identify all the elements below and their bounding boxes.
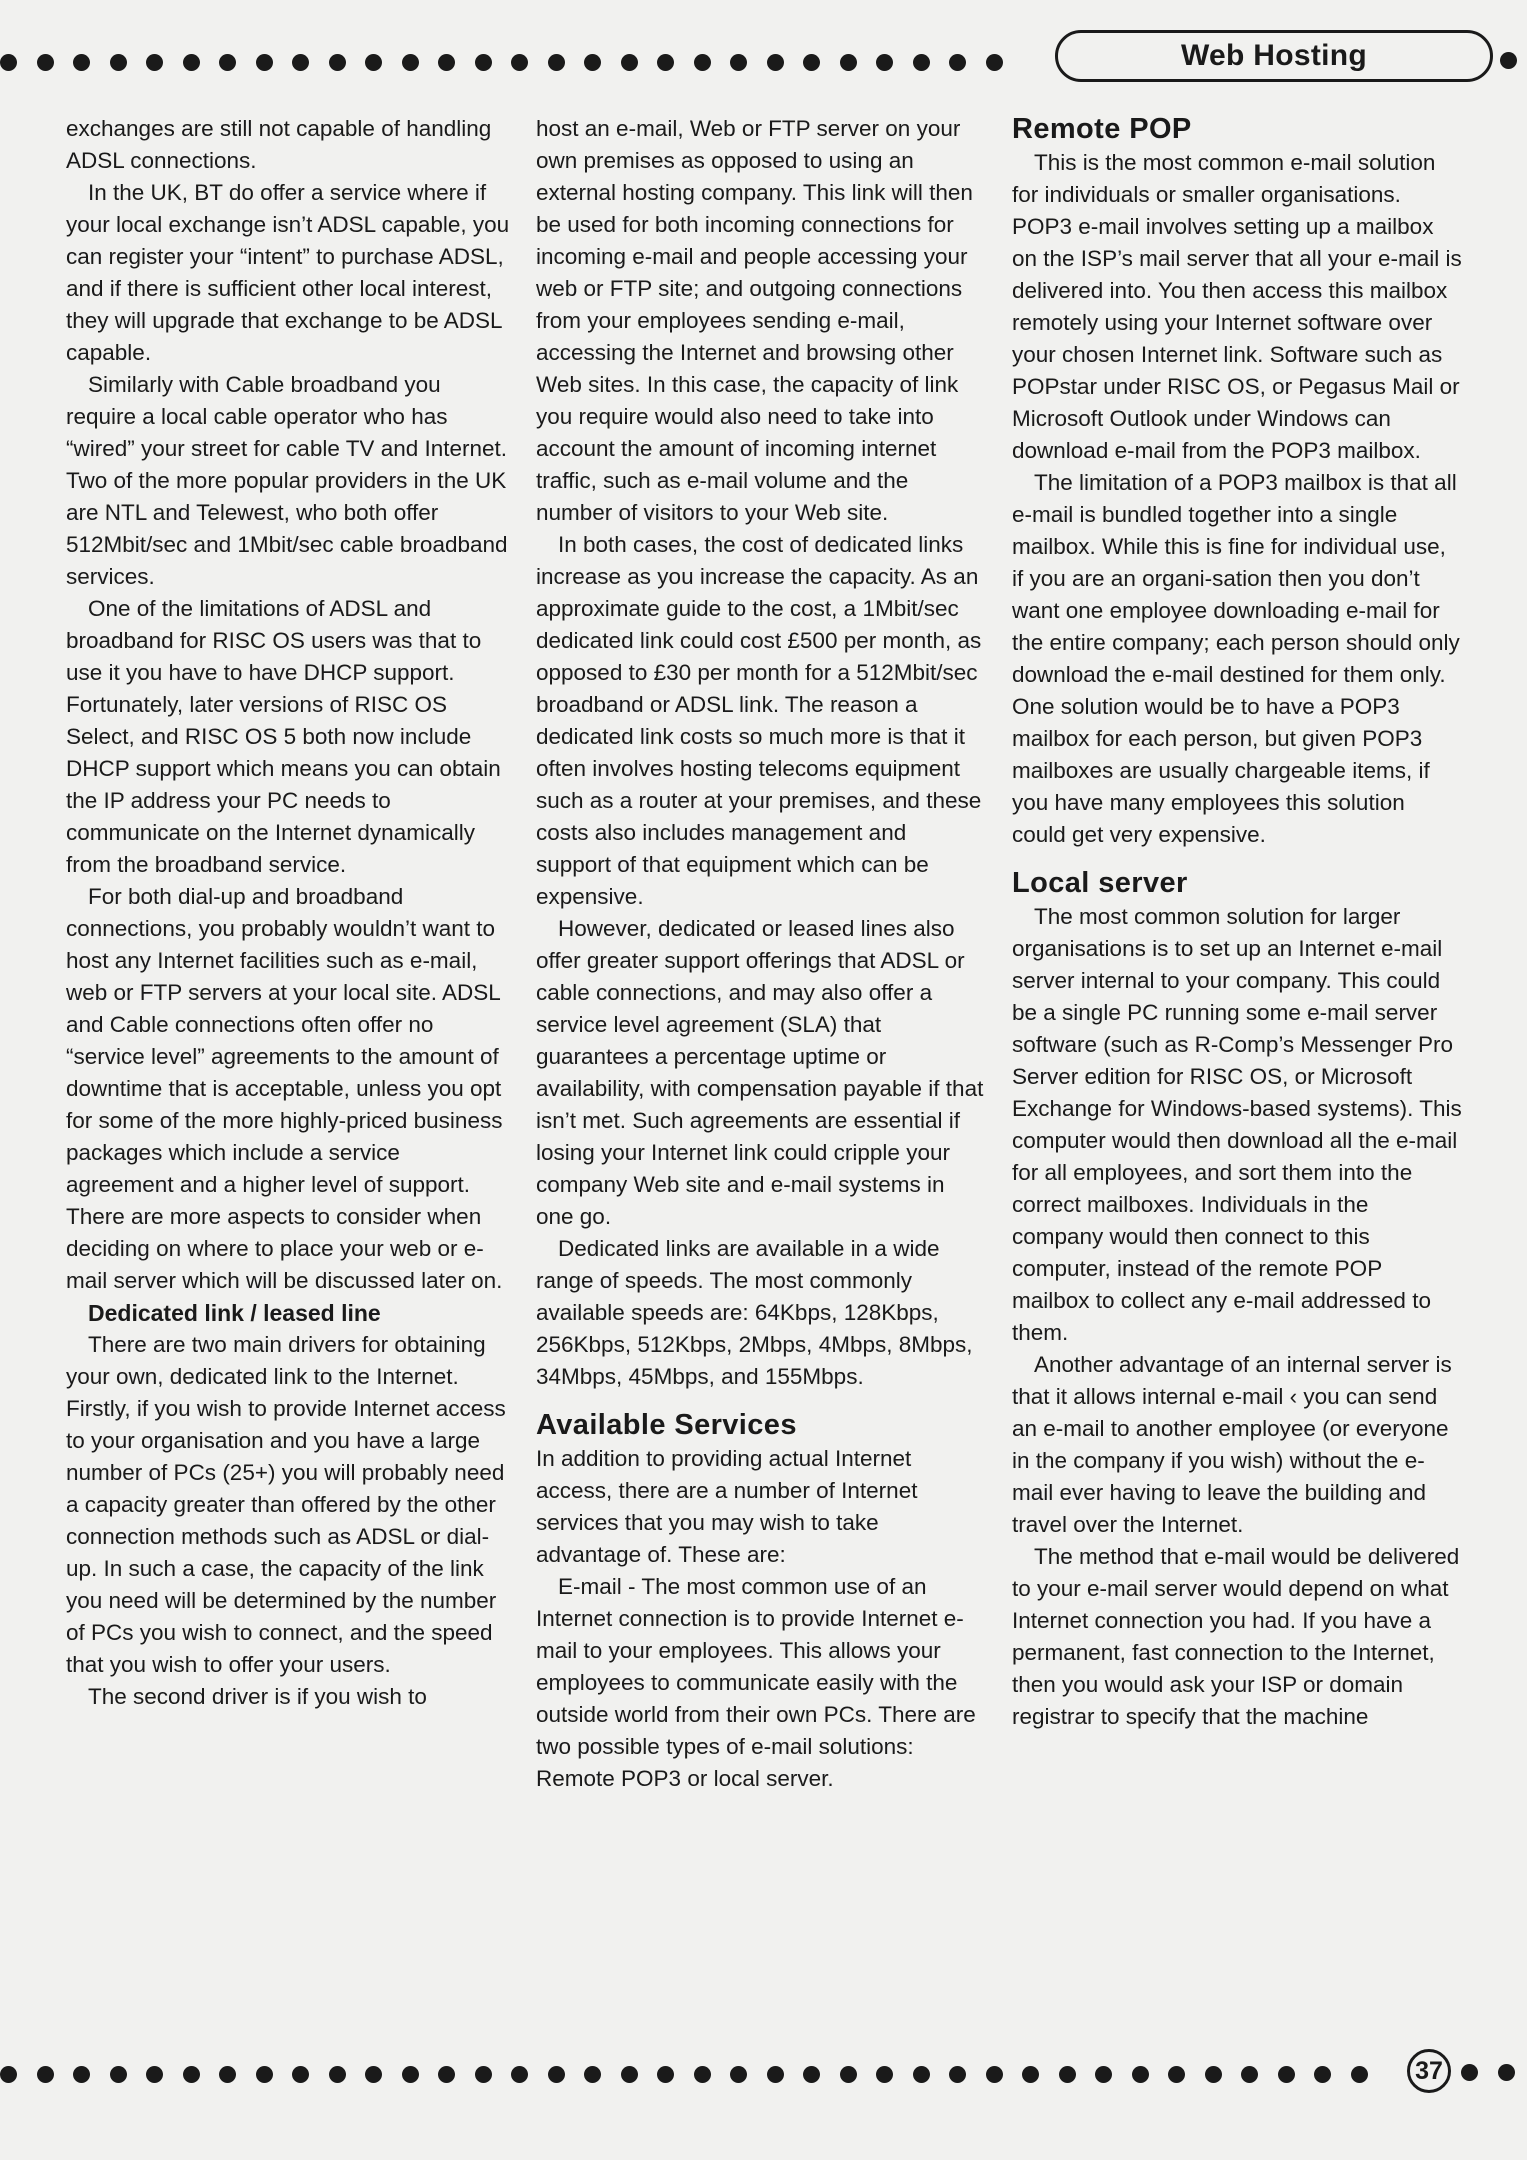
rule-dot	[730, 54, 747, 71]
section-title: Web Hosting	[1180, 39, 1368, 72]
footer-end-dot	[1498, 2064, 1515, 2081]
rule-dot	[256, 54, 273, 71]
rule-dot	[37, 2066, 54, 2083]
rule-dot	[146, 54, 163, 71]
rule-dot	[183, 2066, 200, 2083]
rule-dot	[584, 54, 601, 71]
rule-dot	[1132, 2066, 1149, 2083]
rule-dot	[256, 2066, 273, 2083]
rule-dot	[511, 2066, 528, 2083]
paragraph: The method that e-mail would be delivered to your e-mail server would depend on what Internet connection you had. If you have a permanent, fast connection to the Internet, then you would ask your ISP or domain registrar to specify that the machine	[1012, 1544, 1460, 1729]
paragraph: The limitation of a POP3 mailbox is that all e-mail is bundled together into a single mailbox. While this is fine for individual use, if you are an organi-sation then you don’t want one employee downloading e-mail for the entire company; each person should only download the e-mail destined for them only. One solution would be to have a POP3 mailbox for each person, but given POP3 mailboxes are usually chargeable items, if you have many employees this solution could get very expensive.	[1012, 470, 1460, 847]
rule-dot	[913, 2066, 930, 2083]
column-1	[66, 113, 512, 1713]
paragraph: Similarly with Cable broadband you require a local cable operator who has “wired” your street for cable TV and Internet. Two of the more popular providers in the UK are NTL and Telewest, who both offer 512Mbit/sec and 1Mbit/sec cable broadband services.	[66, 372, 508, 589]
rule-dot	[840, 2066, 857, 2083]
paragraph: In the UK, BT do offer a service where if your local exchange isn’t ADSL capable, you can register your “intent” to purchase ADSL, and if there is sufficient other local interest, they will upgrade that exchange to be ADSL capable.	[66, 180, 510, 365]
rule-dot	[1168, 2066, 1185, 2083]
rule-dot	[621, 2066, 638, 2083]
rule-dot	[402, 2066, 419, 2083]
rule-dot	[986, 2066, 1003, 2083]
rule-dot	[438, 2066, 455, 2083]
rule-dot	[876, 2066, 893, 2083]
rule-dot	[329, 2066, 346, 2083]
section-heading: Local server	[1012, 867, 1188, 899]
paragraph: However, dedicated or leased lines also offer greater support offerings that ADSL or cable connections, and may also offer a service level agreement (SLA) that guarantees a percentage uptime or availability, with compensation payable if that isn’t met. Such agreements are essential if losing your Internet link could cripple your company Web site and e-mail systems in one go.	[536, 916, 984, 1229]
rule-dot	[438, 54, 455, 71]
rule-dot	[548, 2066, 565, 2083]
rule-dot	[584, 2066, 601, 2083]
rule-dot	[1205, 2066, 1222, 2083]
paragraph: There are two main drivers for obtaining your own, dedicated link to the Internet. Firstly, if you wish to provide Internet access to your organisation and you have a large number of PCs (25+) you will probably need a capacity greater than offered by the other connection methods such as ADSL or dial-up. In such a case, the capacity of the link you need will be determined by the number of PCs you wish to connect, and the speed that you wish to offer your users.	[66, 1332, 506, 1677]
rule-dot	[110, 2066, 127, 2083]
section-header-tab	[1055, 30, 1493, 82]
header-end-dot	[1500, 52, 1517, 69]
rule-dot	[110, 54, 127, 71]
rule-dot	[767, 54, 784, 71]
paragraph: Another advantage of an internal server is that it allows internal e-mail ‹ you can send an e-mail to another employee (or everyone in the company if you wish) without the e-mail ever having to leave the building and travel over the Internet.	[1012, 1352, 1452, 1537]
top-dot-rule	[0, 52, 1022, 72]
rule-dot	[1241, 2066, 1258, 2083]
footer-end-dot	[1461, 2064, 1478, 2081]
rule-dot	[876, 54, 893, 71]
rule-dot	[292, 54, 309, 71]
rule-dot	[219, 2066, 236, 2083]
rule-dot	[1351, 2066, 1368, 2083]
rule-dot	[365, 54, 382, 71]
paragraph: In addition to providing actual Internet access, there are a number of Internet services that you may wish to take advantage of. These are:	[536, 1446, 918, 1567]
paragraph: exchanges are still not capable of handling ADSL connections.	[66, 116, 492, 173]
rule-dot	[146, 2066, 163, 2083]
rule-dot	[1059, 2066, 1076, 2083]
rule-dot	[402, 54, 419, 71]
section-heading: Available Services	[536, 1409, 797, 1441]
paragraph: One of the limitations of ADSL and broadband for RISC OS users was that to use it you have to have DHCP support. Fortunately, later versions of RISC OS Select, and RISC OS 5 both now include DHCP support which means you can obtain the IP address your PC needs to communicate on the Internet dynamically from the broadband service.	[66, 596, 501, 877]
rule-dot	[1314, 2066, 1331, 2083]
paragraph: The second driver is if you wish to	[88, 1684, 427, 1709]
paragraph: This is the most common e-mail solution for individuals or smaller organisations. POP3 e-mail involves setting up a mailbox on the ISP’s mail server that all your e-mail is delivered into. You then access this mailbox remotely using your Internet software over your chosen Internet link. Software such as POPstar under RISC OS, or Pegasus Mail or Microsoft Outlook under Windows can download e-mail from the POP3 mailbox.	[1012, 150, 1462, 463]
rule-dot	[767, 2066, 784, 2083]
rule-dot	[475, 54, 492, 71]
rule-dot	[803, 2066, 820, 2083]
rule-dot	[694, 54, 711, 71]
rule-dot	[657, 2066, 674, 2083]
column-3	[1012, 113, 1462, 1733]
rule-dot	[1278, 2066, 1295, 2083]
rule-dot	[657, 54, 674, 71]
paragraph: E-mail - The most common use of an Internet connection is to provide Internet e-mail to your employees. This allows your employees to communicate easily with the outside world from their own PCs. There are two possible types of e-mail solutions: Remote POP3 or local server.	[536, 1574, 976, 1791]
rule-dot	[949, 2066, 966, 2083]
rule-dot	[475, 2066, 492, 2083]
rule-dot	[511, 54, 528, 71]
paragraph: The most common solution for larger organisations is to set up an Internet e-mail server internal to your company. This could be a single PC running some e-mail server software (such as R-Comp’s Messenger Pro Server edition for RISC OS, or Microsoft Exchange for Windows-based systems). This computer would then download all the e-mail for all employees, and sort them into the correct mailboxes. Individuals in the company would then connect to this computer, instead of the remote POP mailbox to collect any e-mail addressed to them.	[1012, 904, 1462, 1345]
rule-dot	[365, 2066, 382, 2083]
rule-dot	[986, 54, 1003, 71]
rule-dot	[1095, 2066, 1112, 2083]
paragraph: Dedicated links are available in a wide range of speeds. The most commonly available speeds are: 64Kbps, 128Kbps, 256Kbps, 512Kbps, 2Mbps, 4Mbps, 8Mbps, 34Mbps, 45Mbps, and 155Mbps.	[536, 1236, 973, 1389]
section-heading: Remote POP	[1012, 113, 1192, 145]
page-number	[1407, 2049, 1451, 2093]
rule-dot	[0, 2066, 17, 2083]
rule-dot	[730, 2066, 747, 2083]
rule-dot	[803, 54, 820, 71]
subsection-heading: Dedicated link / leased line	[88, 1300, 381, 1326]
rule-dot	[840, 54, 857, 71]
rule-dot	[329, 54, 346, 71]
rule-dot	[949, 54, 966, 71]
rule-dot	[292, 2066, 309, 2083]
rule-dot	[183, 54, 200, 71]
rule-dot	[73, 2066, 90, 2083]
page-number-label: 37	[1415, 2056, 1443, 2085]
rule-dot	[0, 54, 17, 71]
paragraph: For both dial-up and broadband connections, you probably wouldn’t want to host any Internet facilities such as e-mail, web or FTP servers at your local site. ADSL and Cable connections often offer no “service level” agreements to the amount of downtime that is acceptable, unless you opt for some of the more highly-priced business packages which include a service agreement and a higher level of support. There are more aspects to consider when deciding on where to place your web or e-mail server which will be discussed later on.	[66, 884, 503, 1293]
rule-dot	[548, 54, 565, 71]
paragraph: host an e-mail, Web or FTP server on your own premises as opposed to using an external hosting company. This link will then be used for both incoming connections for incoming e-mail and people accessing your web or FTP site; and outgoing connections from your employees sending e-mail, accessing the Internet and browsing other Web sites. In this case, the capacity of link you require would also need to take into account the amount of incoming internet traffic, such as e-mail volume and the number of visitors to your Web site.	[536, 116, 973, 525]
rule-dot	[694, 2066, 711, 2083]
rule-dot	[913, 54, 930, 71]
rule-dot	[37, 54, 54, 71]
bottom-dot-rule	[0, 2064, 1387, 2084]
rule-dot	[1022, 2066, 1039, 2083]
paragraph: In both cases, the cost of dedicated links increase as you increase the capacity. As an approximate guide to the cost, a 1Mbit/sec dedicated link could cost £500 per month, as opposed to £30 per month for a 512Mbit/sec broadband or ADSL link. The reason a dedicated link costs so much more is that it often involves hosting telecoms equipment such as a router at your premises, and these costs also includes management and support of that equipment which can be expensive.	[536, 532, 982, 909]
column-2	[536, 113, 984, 1795]
rule-dot	[73, 54, 90, 71]
rule-dot	[621, 54, 638, 71]
rule-dot	[219, 54, 236, 71]
